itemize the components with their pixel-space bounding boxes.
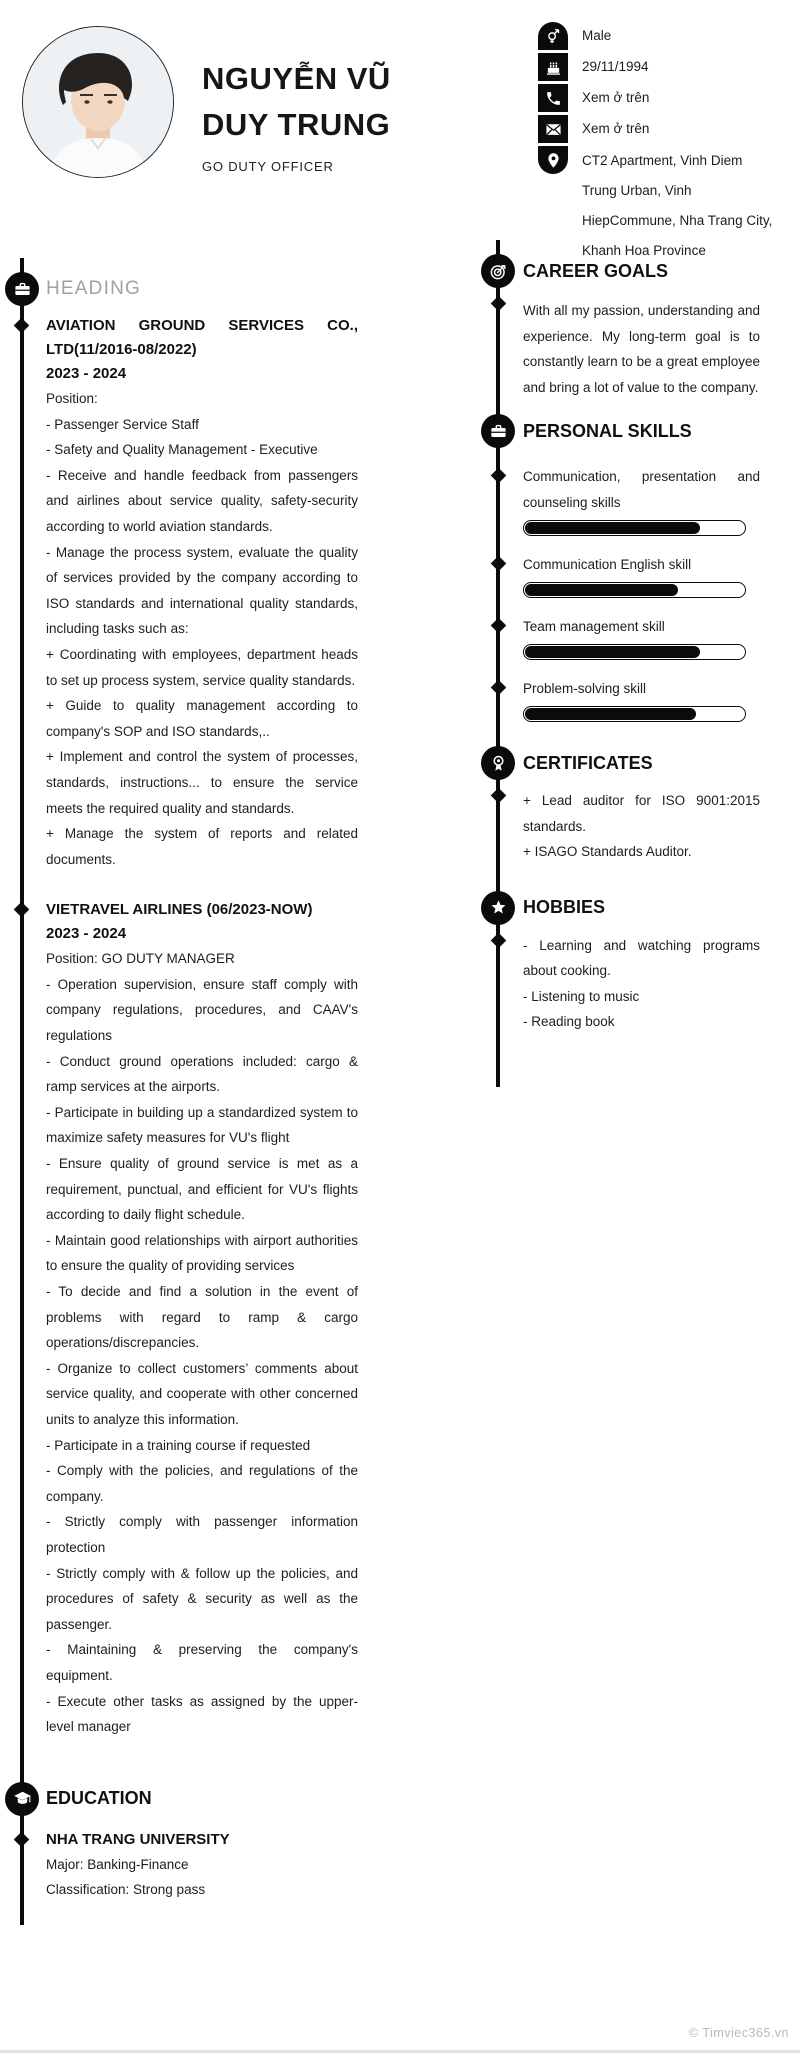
career-goals-text: With all my passion, understanding and experience. My long-term goal is to constantly learn to be a great employee and bring a lot of value to the company. [523, 303, 760, 395]
skill-item [523, 676, 760, 722]
entry-line: - Strictly comply with & follow up the policies, and procedures of safety & security as well as the passenger. [46, 1565, 358, 1632]
skill-progress-bar [523, 706, 746, 722]
skill-label: Problem-solving skill [523, 681, 647, 696]
timeline-line-left [20, 258, 24, 1925]
timeline-diamond [491, 556, 507, 572]
candidate-name-line1: NGUYỄN VŨ [202, 61, 391, 96]
job-title: GO DUTY OFFICER [202, 159, 334, 174]
timeline-diamond [491, 932, 507, 948]
certificate-line: + ISAGO Standards Auditor. [523, 844, 692, 859]
skill-item [523, 614, 760, 660]
entry-company: AVIATION GROUND SERVICES CO., LTD(11/2016-08/2022) [46, 317, 358, 358]
person-avatar-illustration [23, 27, 173, 177]
skill-item [523, 552, 760, 598]
timeline-diamond [14, 1831, 30, 1847]
education-line: Classification: Strong pass [46, 1882, 206, 1898]
section-certificates [482, 746, 760, 865]
contact-row-birthday [538, 53, 778, 81]
entry-line: - Manage the process system, evaluate the quality of services provided by the company according to ISO standards and international quality standards, including tasks such as: [46, 544, 358, 637]
entry-line: - Receive and handle feedback from passengers and airlines about service quality, safety-security according to world aviation standards. [46, 467, 358, 534]
entry-period: 2023 - 2024 [46, 365, 127, 382]
contact-info-list [538, 22, 778, 269]
gender-icon [538, 22, 568, 50]
entry-line: - Safety and Quality Management - Executive [46, 442, 318, 458]
experience-column [46, 272, 358, 1903]
target-icon [481, 254, 515, 288]
section-title-career-goals: CAREER GOALS [523, 260, 669, 281]
experience-entry-vietravel [46, 898, 358, 1739]
section-heading [46, 272, 358, 306]
entry-line: + Implement and control the system of processes, standards, instructions... to ensure the service meets the required quality and standards. [46, 749, 358, 816]
entry-line: Position: [46, 391, 98, 406]
entry-line: - Maintaining & preserving the company's equipment. [46, 1642, 358, 1683]
profile-photo [22, 26, 174, 178]
skill-progress-fill [525, 522, 700, 534]
education-entry [46, 1828, 358, 1903]
hobby-line: - Learning and watching programs about cooking. [523, 937, 760, 978]
entry-line: - Operation supervision, ensure staff comply with company regulations, procedures, and CAAV's regulations [46, 976, 358, 1044]
contact-row-address [538, 146, 778, 266]
briefcase-icon [5, 272, 39, 306]
summary-column [482, 254, 760, 1035]
entry-line: - Maintain good relationships with airport authorities to ensure the quality of providing services [46, 1232, 358, 1274]
contact-row-email [538, 115, 778, 143]
mail-icon [538, 115, 568, 143]
medal-icon [481, 746, 515, 780]
email-value: Xem ở trên [582, 121, 650, 136]
watermark-credit: © Timviec365.vn [688, 2026, 789, 2040]
hobby-line: - Listening to music [523, 988, 640, 1004]
skill-label: Communication English skill [523, 557, 692, 572]
section-title-hobbies: HOBBIES [523, 897, 606, 917]
section-education [46, 1782, 358, 1816]
entry-line: + Coordinating with employees, department heads to set up process system, service quality standards. [46, 646, 358, 688]
skill-progress-bar [523, 644, 746, 660]
timeline-diamond [491, 468, 507, 484]
entry-line: - Conduct ground operations included: cargo & ramp services at the airports. [46, 1053, 358, 1095]
timeline-diamond [491, 680, 507, 696]
entry-company: VIETRAVEL AIRLINES (06/2023-NOW) [46, 901, 313, 919]
birthday-cake-icon [538, 53, 568, 81]
section-hobbies [482, 891, 760, 1035]
timeline-diamond [14, 902, 30, 918]
hobby-line: - Reading book [523, 1014, 615, 1029]
contact-row-gender [538, 22, 778, 50]
skill-label: Communication, presentation and counseling skills [523, 469, 760, 510]
school-name: NHA TRANG UNIVERSITY [46, 1830, 230, 1848]
birthday-value: 29/11/1994 [582, 59, 649, 74]
section-career-goals [482, 254, 760, 400]
education-line: Major: Banking-Finance [46, 1856, 189, 1872]
timeline-diamond [14, 318, 30, 334]
gender-value: Male [582, 28, 612, 43]
entry-line: - Execute other tasks as assigned by the upper-level manager [46, 1693, 358, 1735]
timeline-diamond [491, 788, 507, 804]
briefcase-icon [481, 414, 515, 448]
location-pin-icon [538, 146, 568, 174]
section-title-heading: HEADING [46, 278, 141, 299]
skill-progress-fill [525, 708, 696, 720]
entry-line: - Passenger Service Staff [46, 416, 199, 432]
skill-item [523, 464, 760, 536]
star-icon [481, 891, 515, 925]
candidate-name-line2: DUY TRUNG [202, 107, 391, 142]
entry-line: Position: GO DUTY MANAGER [46, 951, 235, 967]
entry-line: - Participate in a training course if requested [46, 1437, 311, 1453]
timeline-diamond [491, 296, 507, 312]
experience-entry-aviation [46, 314, 358, 872]
phone-value: Xem ở trên [582, 90, 650, 105]
skill-progress-fill [525, 584, 678, 596]
address-value: CT2 Apartment, Vinh Diem Trung Urban, Vinh HiepCommune, Nha Trang City, Khanh Hoa Province [582, 153, 773, 258]
entry-line: - Comply with the policies, and regulations of the company. [46, 1463, 358, 1504]
entry-line: - Organize to collect customers’ comments about service quality, and cooperate with other concerned units to analyze this information. [46, 1360, 358, 1427]
section-title-personal-skills: PERSONAL SKILLS [523, 420, 692, 441]
certificate-line: + Lead auditor for ISO 9001:2015 standards. [523, 793, 760, 834]
entry-line: + Manage the system of reports and related documents. [46, 826, 358, 867]
skill-progress-bar [523, 582, 746, 598]
section-title-certificates: CERTIFICATES [523, 752, 653, 773]
phone-icon [538, 84, 568, 112]
graduation-cap-icon [5, 1782, 39, 1816]
entry-line: - Strictly comply with passenger information protection [46, 1514, 358, 1555]
entry-line: + Guide to quality management according to company's SOP and ISO standards,.. [46, 698, 358, 739]
timeline-diamond [491, 618, 507, 634]
entry-line: - Ensure quality of ground service is met as a requirement, punctual, and efficient for VU's flights according to daily flight schedule. [46, 1156, 358, 1223]
entry-line: - Participate in building up a standardized system to maximize safety measures for VU's flight [46, 1104, 358, 1146]
skill-progress-bar [523, 520, 746, 536]
contact-row-phone [538, 84, 778, 112]
entry-line: - To decide and find a solution in the event of problems with regard to ramp & cargo operations/discrepancies. [46, 1284, 358, 1351]
skill-label: Team management skill [523, 619, 665, 634]
entry-period: 2023 - 2024 [46, 925, 127, 943]
skill-progress-fill [525, 646, 700, 658]
section-title-education: EDUCATION [46, 1788, 152, 1809]
section-personal-skills [482, 414, 760, 722]
